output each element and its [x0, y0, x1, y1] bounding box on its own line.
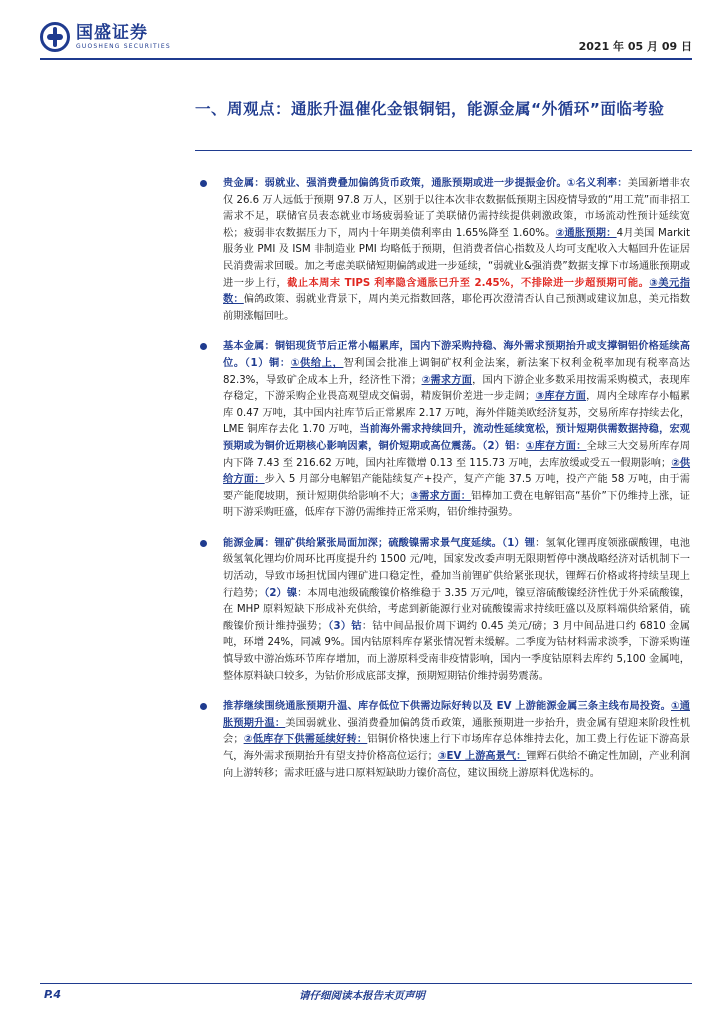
text-run: ：本周电池级硫酸镍价格维稳于 3.35 万元/吨，镍豆溶硫酸镍经济性优于外采硫酸镍，在 MHP 原料短缺下形成补充供给，考虑到新能源行业对硫酸镍需求持续旺盛以及原料端供给紧俏，硫酸镍价预计维持强势；	[223, 587, 691, 632]
text-run: 截止本周末 TIPS 利率隐含通胀已升至 2.45%，不排除进一步超预期可能。	[287, 277, 650, 289]
paragraph-base-metals	[198, 339, 690, 522]
text-run: ①库存方面：	[525, 440, 587, 452]
header-divider	[40, 58, 692, 60]
text-run: ②需求方面	[421, 374, 473, 386]
text-run: 偏鸽政策、弱就业背景下，周内美元指数回落，耶伦再次澄清否认自己预测或建议加息，美元指数前期涨幅回吐。	[223, 294, 690, 322]
text-run: 美国弱就业、强消费叠加偏鸽货币政策，通胀预期进一步抬升，贵金属有望迎来阶段性机会；	[223, 717, 691, 746]
footer-divider	[40, 983, 692, 984]
paragraph-precious-metals	[198, 176, 690, 325]
body-content	[198, 176, 690, 796]
text-run: 铝铜价格快速上行下市场库存总体维持去化，加工费上行佐证下游高景气，海外需求预期抬升有望支持价格高位运行；	[223, 734, 691, 762]
bullet-icon	[200, 703, 207, 710]
text-run: ，周内全球库存小幅累库 0.47 万吨，其中国内社库节后正常累库 2.17 万吨，海外伴随美欧经济复苏，交易所库存持续去化，LME 铜库存去化 1.70 万吨，	[223, 391, 691, 436]
text-run: 步入 5 月部分电解铝产能陆续复产+投产，复产产能 37.5 万吨，投产产能 58 万吨，由于需要产能爬坡期，预计短期供给影响不大；	[223, 474, 690, 502]
page-number: P.4	[44, 988, 62, 1001]
text-run: 能源金属：锂矿供给紧张局面加深；硫酸镍需求景气度延续。（1）锂	[223, 537, 536, 549]
paragraph-text	[223, 341, 690, 518]
bullet-icon	[200, 180, 207, 187]
text-run: 基本金属：铜铝现货节后正常小幅累库，国内下游采购持稳、海外需求预期抬升或支撑铜铝价格延续高位。（1）铜：	[223, 341, 690, 369]
title-divider	[195, 150, 692, 151]
text-run: 智利国会批准上调铜矿权利金法案，新法案下权利金税率加现有税率高达 82.3%，导致矿企成本上升，经济性下滑；	[223, 357, 690, 386]
text-run: ，国内下游企业多数采用按需采购模式，表现库存稳定，下游采购企业畏高观望成交偏弱，精废铜价差进一步走阔；	[223, 374, 690, 403]
text-run: ①供给上，	[290, 357, 344, 369]
text-run: ②通胀预期：	[555, 227, 617, 239]
paragraph-text	[223, 701, 690, 778]
text-run: ③美元指数：	[223, 277, 690, 306]
text-run: （2）镍	[264, 587, 298, 599]
report-date: 2021 年 05 月 09 日	[578, 40, 692, 53]
text-run: ①通胀预期升温：	[223, 701, 690, 729]
text-run: 美国新增非农仅 26.6 万人远低于预期 97.8 万人，区别于以往本次非农数据低预期主因疫情导致的“用工荒”而非招工需求不足，联储官员表态就业市场疲弱验证了美联储仍需持续提供刺激政策，市场流动性预计延续宽松；疲弱非农数据压力下，周内十年期美债利率由 1.65%降至 1.60%。	[223, 178, 691, 239]
text-run: 贵金属：弱就业、强消费叠加偏鸽货币政策，通胀预期或进一步提振金价。①名义利率：	[223, 178, 628, 189]
bullet-icon	[200, 343, 207, 350]
text-run: ②低库存下供需延续好转：	[243, 734, 368, 746]
text-run: 全球三大交易所库存周内下降 7.43 至 216.62 万吨，国内社库微增 0.13 至 115.73 万吨，去库放缓或受五一假期影响；	[223, 440, 690, 469]
text-run: ：钴中间品报价周下调约 0.45 美元/磅；3 月中间品进口约 6810 金属吨，环增 24%，同减 9%。国内钴原料库存紧张情况暂未缓解。二季度为钴材料需求淡季，下游采购谨慎导致中游冶炼环节库存增加，而上游原料受南非疫情影响，国内一季度钴原料去库约 5,100 金属吨，整体原料缺口较多，为钴价形成底部支撑，预期短期钴价维持弱势震荡。	[223, 620, 690, 682]
text-run: 4月美国 Markit 服务业 PMI 及 ISM 非制造业 PMI 均略低于预期，但消费者信心指数及人均可支配收入大幅回升佐证居民消费需求回暖。加之考虑美联储短期偏鸽或进一步延续，“弱就业&强消费”数据支撑下市场通胀预期或进一步上行，	[223, 227, 690, 289]
logo-name: 国盛证券	[76, 22, 148, 43]
paragraph-energy-metals	[198, 536, 690, 685]
text-run: ②供给方面：	[223, 457, 691, 486]
text-run: ：氢氧化锂再度领涨碳酸锂，电池级氢氧化锂均价周环比再度提升约 1500 元/吨，国家发改委声明无限期暂停中澳战略经济对话机制下一切活动，导致市场担忧国内锂矿进口稳定性，叠加当前锂矿供给紧张现状，锂辉石价格或将持续呈现上行趋势；	[223, 537, 690, 599]
footer-disclaimer: 请仔细阅读本报告末页声明	[299, 990, 425, 1002]
text-run: ③库存方面	[535, 391, 587, 403]
company-logo	[40, 20, 171, 54]
text-run: （3）钴	[327, 620, 362, 632]
logo-mark-icon	[40, 22, 70, 52]
page-header	[40, 20, 692, 58]
logo-name-en: GUOSHENG SECURITIES	[76, 42, 171, 50]
text-run: 推荐继续围绕通胀预期升温、库存低位下供需边际好转以及 EV 上游能源金属三条主线布局投资。	[223, 701, 671, 713]
bullet-icon	[200, 540, 207, 547]
text-run: ③EV 上游高景气：	[437, 751, 527, 762]
paragraph-text	[223, 178, 690, 322]
section-title: 一、周观点：通胀升温催化金银铜铝，能源金属“外循环”面临考验	[195, 100, 665, 118]
text-run: 当前海外需求持续回升，流动性延续宽松，预计短期供需数据持稳，宏观预期或为铜价近期核心影响因素，铜价短期或高位震荡。（2）铝：	[223, 424, 690, 452]
text-run: 铝棒加工费在电解铝高“基价”下仍维持上涨，证明下游采购旺盛，低库存下游仍需维持正常采购，铝价维持强势。	[223, 490, 690, 519]
text-run: 锂辉石供给不确定性加剧，产业利润向上游转移；需求旺盛与进口原料短缺助力镍价高位，建议围绕上游原料优选标的。	[223, 751, 691, 779]
paragraph-text	[223, 538, 690, 682]
paragraph-recommendation	[198, 699, 690, 782]
text-run: ③需求方面：	[410, 490, 472, 502]
